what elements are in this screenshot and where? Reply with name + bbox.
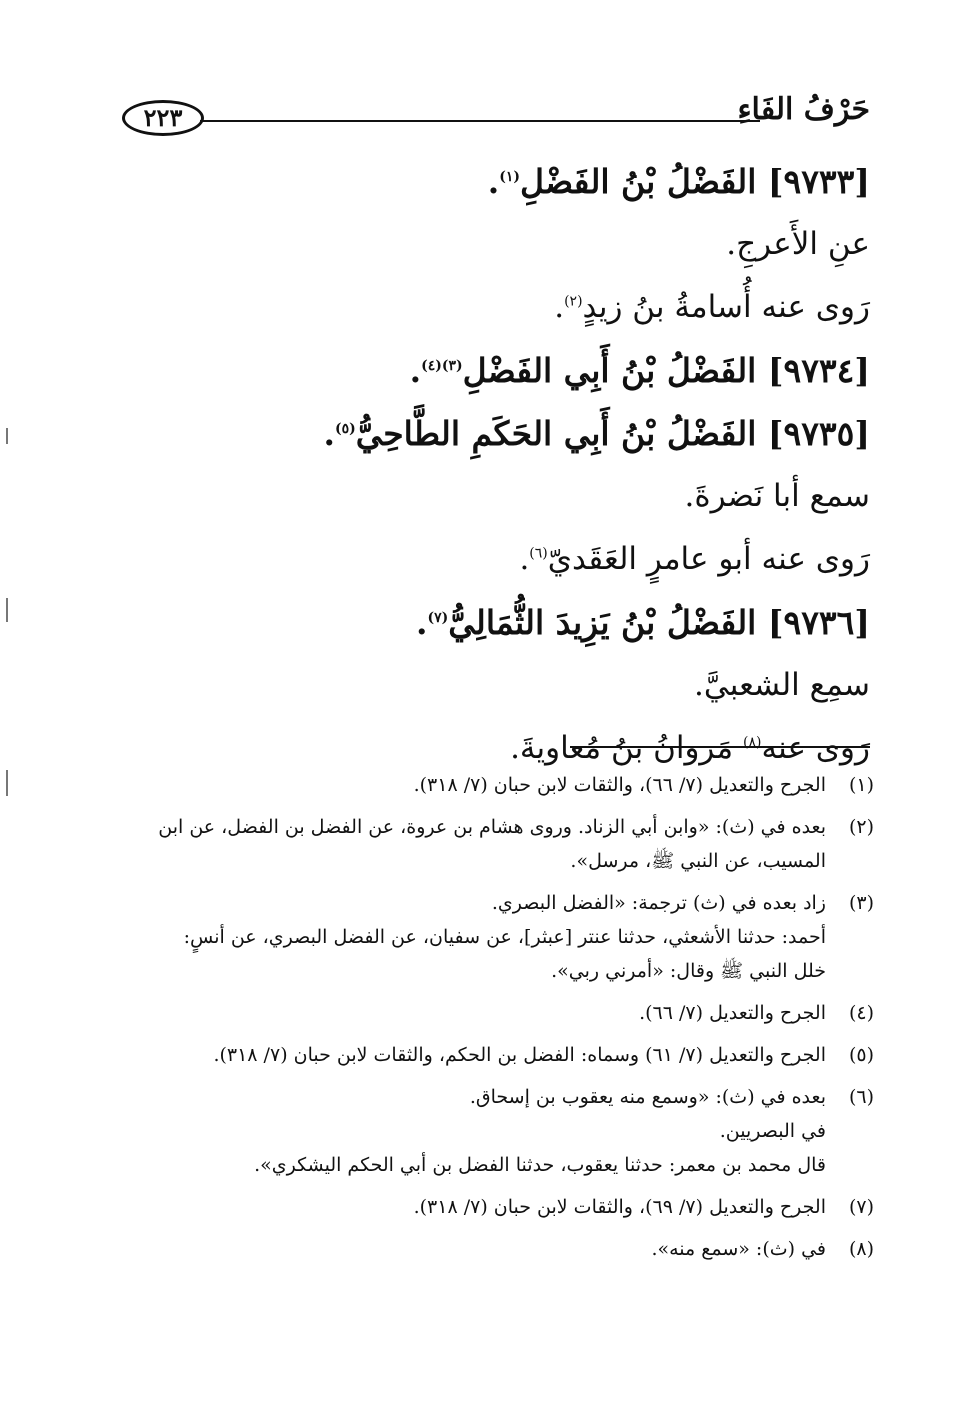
footnote-2: (٢) بعده في (ث): «وابن أبي الزناد. وروى هشام بن عروة، عن الفضل بن الفضل، عن ابن المسيب، عن النبي ﷺ، مرسل».: [104, 810, 874, 878]
footnote-separator: [570, 746, 870, 748]
footnote-ref: (٥): [334, 421, 356, 437]
scan-edge-mark: [6, 770, 8, 796]
footnote-8: (٨) في (ث): «سمع منه».: [104, 1232, 874, 1266]
text-line: رَوى عنه$^{(٨)}$ مَروانُ بنُ مُعاويةَ.: [510, 730, 870, 766]
entry-9733: [٩٧٣٣] الفَضْلُ بْنُ الفَضْلِ$^{(١)}$.: [487, 162, 870, 201]
footnote-4: (٤) الجرح والتعديل (٧/ ٦٦).: [104, 996, 874, 1030]
text-line: سمِع الشعبيَّ.: [694, 667, 870, 703]
entry-9735: [٩٧٣٥] الفَضْلُ بْنُ أَبِي الحَكَمِ الطَّاحِيُّ$^{(٥)}$.: [323, 414, 870, 453]
footnote-3: (٣) زاد بعده في (ث) ترجمة: «الفضل البصري. أحمد: حدثنا الأشعثي، حدثنا عنتر [عبثر]، عن سفيان، عن الفضل البصري، عن أنسٍ: خلل النبي ﷺ وقال: «أمرني ربي».: [104, 886, 874, 988]
footnote-number: (٢): [848, 816, 874, 838]
footnote-number: (٥): [848, 1044, 874, 1066]
footnote-number: (٨): [848, 1238, 874, 1260]
footnotes: [104, 768, 874, 1274]
entry-9734: [٩٧٣٤] الفَضْلُ بْنُ أَبِي الفَضْلِ$^{(٣)(٤)}$.: [409, 351, 870, 390]
footnote-number: (٤): [848, 1002, 874, 1024]
page-number: ٢٢٣: [122, 100, 204, 136]
entry-9736: [٩٧٣٦] الفَضْلُ بْنُ يَزِيدَ الثُّمَالِيُّ$^{(٧)}$.: [416, 603, 870, 642]
text-line: عنِ الأَعرجِ.: [726, 226, 870, 262]
running-header: حَرْفُ الفَاءِ: [737, 92, 870, 127]
text-line: سمع أبا نَضرةَ.: [684, 478, 870, 514]
footnote-6: (٦) بعده في (ث): «وسمع منه يعقوب بن إسحاق. في البصريين. قال محمد بن معمر: حدثنا يعقوب، حدثنا الفضل بن أبي الحكم اليشكري».: [104, 1080, 874, 1182]
footnote-number: (٧): [848, 1196, 874, 1218]
footnote-7: (٧) الجرح والتعديل (٧/ ٦٩)، والثقات لابن حبان (٧/ ٣١٨).: [104, 1190, 874, 1224]
footnote-5: (٥) الجرح والتعديل (٧/ ٦١) وسماه: الفضل بن الحكم، والثقات لابن حبان (٧/ ٣١٨).: [104, 1038, 874, 1072]
footnote-ref: (٧): [427, 610, 449, 626]
text-line: رَوى عنه أُسامةُ بنُ زيدٍ$^{(٢)}$.: [554, 289, 870, 325]
text-line: رَوى عنه أبو عامرٍ العَقَديّ$^{(٦)}$.: [519, 541, 870, 577]
footnote-1: (١) الجرح والتعديل (٧/ ٦٦)، والثقات لابن حبان (٧/ ٣١٨).: [104, 768, 874, 802]
footnote-number: (١): [848, 774, 874, 796]
header-rule: [200, 120, 760, 122]
footnote-number: (٦): [848, 1086, 874, 1108]
footnote-ref: (٢): [564, 293, 583, 310]
footnote-number: (٣): [848, 892, 874, 914]
main-text: [100, 150, 870, 780]
footnote-ref: (٨): [743, 734, 762, 751]
footnote-ref: (١): [499, 169, 521, 185]
footnote-ref: (٣)(٤): [421, 358, 463, 374]
scan-edge-mark: [6, 598, 8, 622]
footnote-ref: (٦): [529, 545, 548, 562]
scan-edge-mark: [6, 428, 8, 444]
